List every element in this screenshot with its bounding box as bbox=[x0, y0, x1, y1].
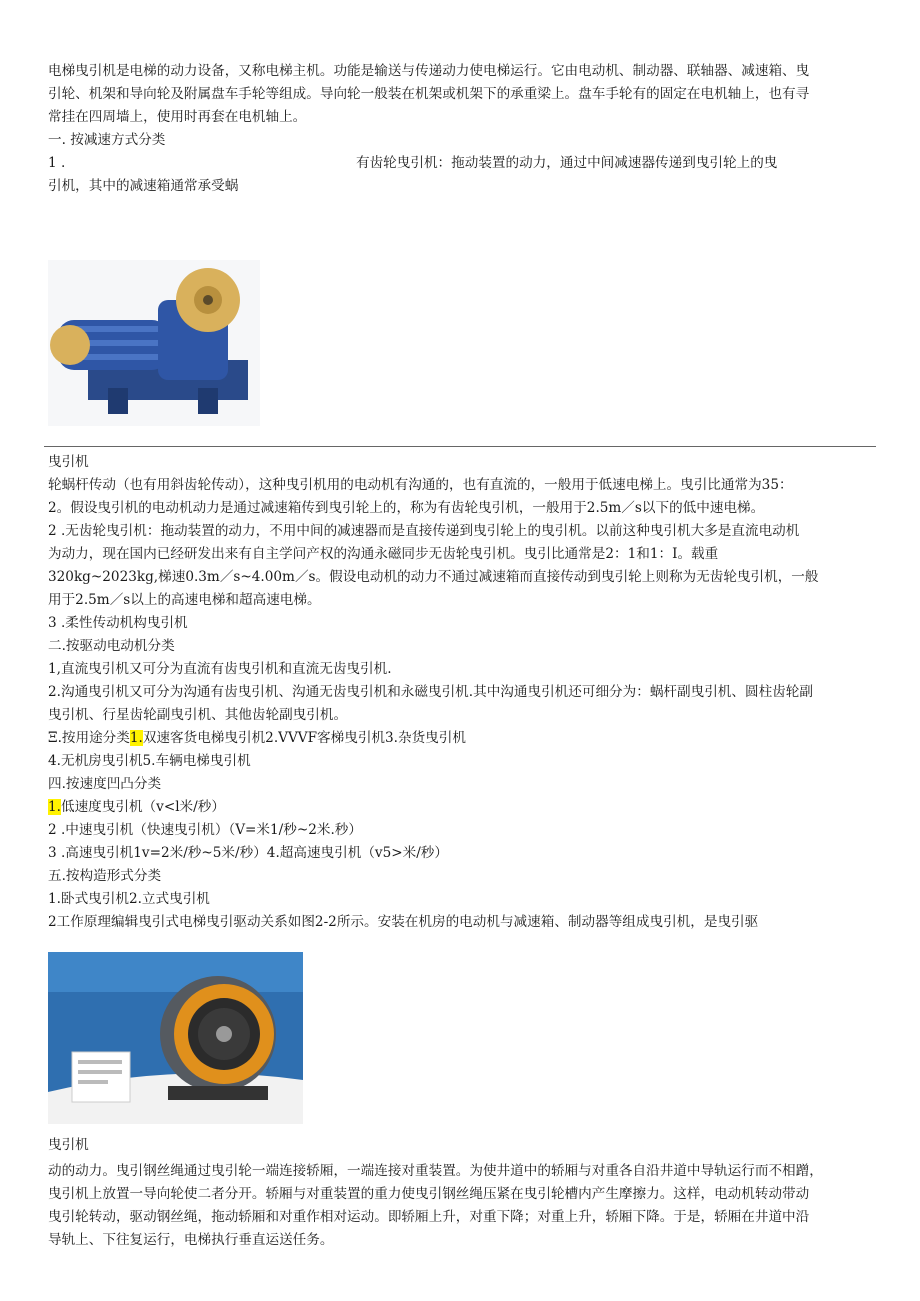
section4-heading: 四.按速度凹凸分类 bbox=[48, 776, 162, 792]
section1-item1-cont: 引机，其中的减速箱通常承受蜗 bbox=[48, 178, 239, 194]
section3-line1 bbox=[48, 727, 880, 750]
geared-traction-machine-illustration bbox=[48, 260, 260, 426]
section5-heading: 五.按构造形式分类 bbox=[48, 868, 162, 884]
body-line: 2 .无齿轮曳引机：拖动装置的动力，不用中间的减速器而是直接传递到曳引轮上的曳引机。以前这种曳引机大多是直流电动机 bbox=[48, 523, 800, 539]
intro-line: 常挂在四周墙上，使用时再套在电机轴上。 bbox=[48, 109, 307, 125]
section4-item3: 3 .高速曳引机1v=2米/秒~5米/秒）4.超高速曳引机（v5>米/秒） bbox=[48, 845, 448, 861]
section3-prefix: Ξ.按用途分类 bbox=[48, 730, 130, 746]
body-line: 1,直流曳引机又可分为直流有齿曳引机和直流无齿曳引机. bbox=[48, 661, 392, 677]
gearless-traction-machine-illustration bbox=[48, 952, 303, 1124]
outro-line: 动的动力。曳引钢丝绳通过曳引轮一端连接轿厢，一端连接对重装置。为使井道中的轿厢与对重各自沿井道中导轨运行而不相蹭， bbox=[48, 1163, 823, 1179]
section3-rest: 双速客货电梯曳引机2.VVVF客梯曳引机3.杂货曳引机 bbox=[142, 730, 466, 746]
intro-line: 引轮、机架和导向轮及附属盘车手轮等组成。导向轮一般装在机架或机架下的承重梁上。盘车手轮有的固定在电机轴上，也有寻 bbox=[48, 86, 810, 102]
body-line: 2.沟通曳引机又可分为沟通有齿曳引机、沟通无齿曳引机和永磁曳引机.其中沟通曳引机还可细分为：蜗杆副曳引机、圆柱齿轮副 bbox=[48, 684, 813, 700]
highlight-mark: 1. bbox=[48, 799, 61, 815]
intro-paragraph bbox=[48, 60, 880, 198]
figure2-traction-machine-image bbox=[48, 952, 303, 1124]
body-line: 3 .柔性传动机构曳引机 bbox=[48, 615, 188, 631]
figure1-caption: 曳引机 bbox=[48, 454, 89, 470]
body-line: 轮蜗杆传动（也有用斜齿轮传动），这种曳引机用的电动机有沟通的，也有直流的，一般用于低速电梯上。曳引比通常为35： bbox=[48, 477, 793, 493]
highlight-mark: 1. bbox=[129, 730, 143, 746]
display-sign bbox=[72, 1052, 130, 1102]
body-line: 用于2.5m／s以上的高速电梯和超高速电梯。 bbox=[48, 592, 321, 608]
outro-line: 导轨上、下往复运行，电梯执行垂直运送任务。 bbox=[48, 1232, 334, 1248]
section3-line2: 4.无机房曳引机5.车辆电梯曳引机 bbox=[48, 753, 251, 769]
figure1-traction-machine-image bbox=[48, 260, 260, 426]
figure1-separator bbox=[44, 446, 876, 447]
section4-item2: 2 .中速曳引机（快速曳引机）（V=米1/秒~2米.秒） bbox=[48, 822, 362, 838]
body-line: 2。假设曳引机的电动机动力是通过减速箱传到曳引轮上的，称为有齿轮曳引机，一般用于2.5m／s以下的低中速电梯。 bbox=[48, 500, 765, 516]
section1-item1-number: 1 . bbox=[48, 155, 66, 171]
intro-line: 电梯曳引机是电梯的动力设备，又称电梯主机。功能是输送与传递动力使电梯运行。它由电动机、制动器、联轴器、减速箱、曳 bbox=[48, 63, 810, 79]
outro-line: 曳引机上放置一导向轮使二者分开。轿厢与对重装置的重力使曳引钢丝绳压紧在曳引轮槽内产生摩擦力。这样，电动机转动带动 bbox=[48, 1186, 810, 1202]
section1-item1 bbox=[48, 152, 880, 175]
section1-heading: 一. 按减速方式分类 bbox=[48, 132, 166, 148]
section5-items: 1.卧式曳引机2.立式曳引机 bbox=[48, 891, 210, 907]
section2-heading: 二.按驱动电动机分类 bbox=[48, 638, 175, 654]
principle-line: 2工作原理编辑曳引式电梯曳引驱动关系如图2-2所示。安装在机房的电动机与减速箱、制动器等组成曳引机，是曳引驱 bbox=[48, 914, 759, 930]
body-line: 320kg~2023kg,梯速0.3m／s~4.00m／s。假设电动机的动力不通过减速箱而直接传动到曳引轮上则称为无齿轮曳引机，一般 bbox=[48, 569, 819, 585]
body-line: 曳引机、行星齿轮副曳引机、其他齿轮副曳引机。 bbox=[48, 707, 348, 723]
section1-item1-text: 有齿轮曳引机：拖动装置的动力，通过中间减速器传递到曳引轮上的曳 bbox=[356, 155, 778, 171]
outro-line: 曳引轮转动，驱动钢丝绳，拖动轿厢和对重作相对运动。即轿厢上升，对重下降；对重上升，轿厢下降。于是，轿厢在井道中沿 bbox=[48, 1209, 810, 1225]
section4-item1-text: 低速度曳引机（v<l米/秒） bbox=[60, 799, 225, 815]
figure2-caption: 曳引机 bbox=[48, 1137, 89, 1153]
body-paragraphs bbox=[48, 474, 880, 934]
outro-paragraph bbox=[48, 1160, 880, 1252]
brake-drum bbox=[50, 325, 90, 365]
body-line: 为动力，现在国内已经研发出来有自主学问产权的沟通永磁同步无齿轮曳引机。曳引比通常是2：1和1：I。载重 bbox=[48, 546, 719, 562]
section4-item1 bbox=[48, 796, 880, 819]
